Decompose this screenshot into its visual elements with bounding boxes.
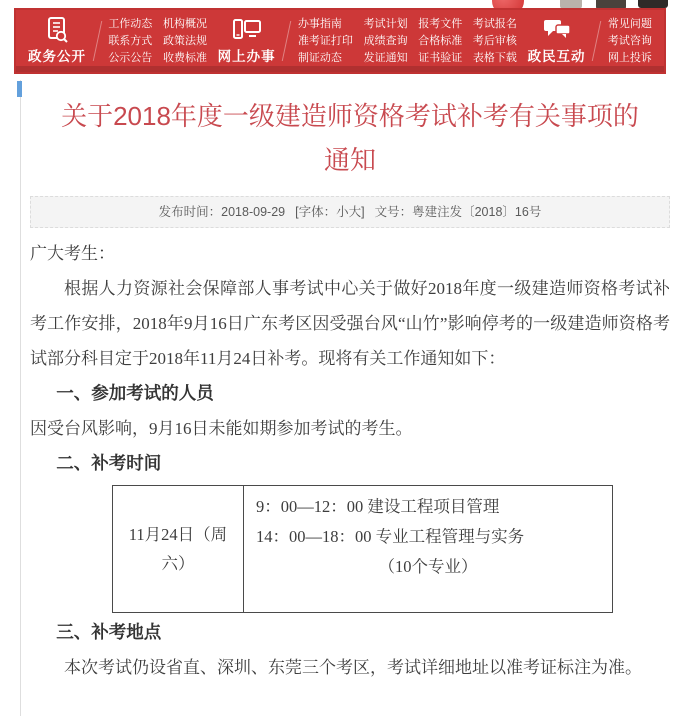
nav-link[interactable]: 收费标准 [162, 51, 207, 64]
nav-column-faq [608, 16, 652, 67]
section-3-heading: 三、补考地点 [56, 622, 162, 642]
page-title: 关于2018年度一级建造师资格考试补考有关事项的通知 [61, 101, 639, 175]
nav-link[interactable]: 网上投诉 [607, 51, 652, 64]
top-navigation-bar [14, 8, 666, 74]
nav-column-documents [418, 16, 462, 67]
article [30, 88, 670, 685]
content-left-rule [20, 80, 21, 716]
nav-link[interactable]: 工作动态 [108, 17, 153, 30]
makeup-exam-schedule-table [112, 485, 613, 613]
nav-link[interactable]: 联系方式 [108, 34, 153, 47]
chat-bubbles-icon [528, 17, 586, 43]
nav-link[interactable]: 准考证打印 [297, 34, 353, 47]
nav-column-guide [298, 16, 353, 67]
schedule-line: 14：00—18：00 专业工程管理与实务 [256, 527, 525, 546]
nav-link[interactable]: 合格标准 [418, 34, 463, 47]
nav-link[interactable]: 表格下载 [472, 51, 517, 64]
scrollbar-thumb[interactable] [17, 81, 22, 97]
nav-link[interactable]: 制证动态 [297, 51, 342, 64]
nav-link[interactable]: 考试计划 [363, 17, 408, 30]
nav-major-label: 政务公开 [28, 49, 86, 64]
nav-section-online-services[interactable] [218, 17, 276, 65]
nav-column-work [108, 16, 152, 67]
nav-major-label: 网上办事 [217, 49, 276, 64]
nav-link[interactable]: 机构概况 [162, 17, 207, 30]
font-small-button[interactable]: 小 [336, 205, 349, 219]
nav-section-public-interaction[interactable] [528, 17, 586, 65]
doc-number: 文号：粤建注发〔2018〕16号 [374, 205, 542, 219]
font-size-label-close: ] [361, 205, 365, 219]
article-body [30, 236, 670, 685]
nav-link[interactable]: 公示公告 [108, 51, 153, 64]
computer-devices-icon [218, 17, 276, 43]
font-large-button[interactable]: 大 [348, 205, 362, 219]
nav-major-label: 政民互动 [527, 49, 586, 64]
nav-link[interactable]: 考试咨询 [607, 34, 652, 47]
nav-link[interactable]: 考试报名 [472, 17, 517, 30]
nav-divider [282, 21, 292, 61]
nav-section-government-disclosure[interactable] [28, 17, 86, 65]
exam-date-cell: 11月24日（周六） [113, 486, 244, 613]
publish-date: 发布时间：2018-09-29 [158, 205, 286, 219]
schedule-line: 9：00—12：00 建设工程项目管理 [256, 497, 500, 516]
document-search-icon [28, 17, 86, 43]
nav-link[interactable]: 办事指南 [297, 17, 342, 30]
nav-link[interactable]: 发证通知 [363, 51, 408, 64]
table-row [113, 486, 613, 613]
nav-link[interactable]: 报考文件 [418, 17, 463, 30]
section-1-heading: 一、参加考试的人员 [56, 383, 214, 403]
nav-link[interactable]: 考后审核 [472, 34, 517, 47]
nav-link[interactable]: 政策法规 [162, 34, 207, 47]
banner-photo-fragment [638, 0, 668, 8]
section-2-heading: 二、补考时间 [56, 453, 162, 473]
publish-meta-bar [30, 196, 670, 228]
nav-divider [592, 21, 602, 61]
section-1-text: 因受台风影响，9月16日未能如期参加考试的考生。 [30, 419, 413, 438]
schedule-line: （10个专业） [378, 557, 478, 576]
nav-link[interactable]: 证书验证 [418, 51, 463, 64]
nav-column-exam-plan [364, 16, 408, 67]
font-size-label: [字体： [295, 205, 337, 219]
nav-divider [92, 21, 102, 61]
nav-column-registration [473, 16, 517, 67]
nav-link[interactable]: 常见问题 [607, 17, 652, 30]
exam-times-cell [244, 486, 613, 613]
paragraph-intro: 根据人力资源社会保障部人事考试中心关于做好2018年度一级建造师资格考试补考工作安排，2018年9月16日广东考区因受强台风“山竹”影响停考的一级建造师资格考试部分科目定于2018年11月24日补考。现将有关工作通知如下： [30, 279, 670, 368]
nav-link[interactable]: 成绩查询 [363, 34, 408, 47]
nav-column-org [163, 16, 207, 67]
section-3-text: 本次考试仍设省直、深圳、东莞三个考区，考试详细地址以准考证标注为准。 [64, 658, 642, 677]
salutation: 广大考生： [30, 244, 115, 263]
